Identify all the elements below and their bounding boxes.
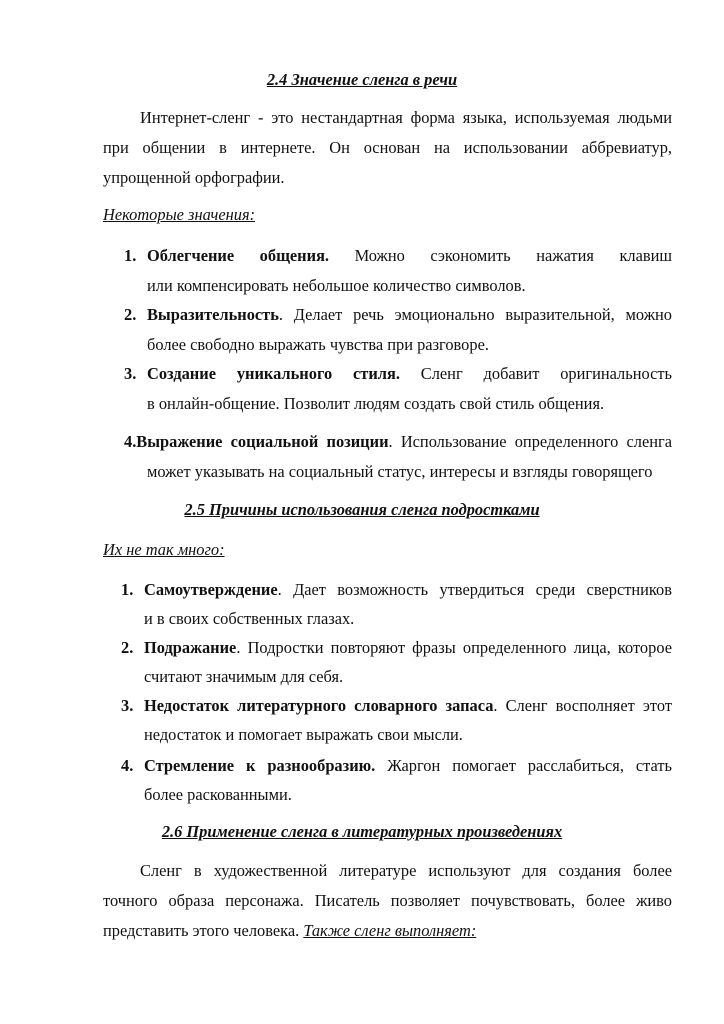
item-desc: Жаргон помогает расслабиться, стать [375, 756, 672, 775]
item-term: Создание уникального стиля. [147, 364, 400, 383]
item-desc: . Использование определенного сленга [388, 432, 672, 451]
item-number: 3. [124, 364, 137, 383]
item-line-1 [147, 305, 672, 325]
item-term: Выразительность [147, 305, 279, 324]
item-desc: Сленг добавит оригинальность [399, 364, 672, 383]
body-line-2: точного образа персонажа. Писатель позволяет почувствовать, более живо [103, 891, 672, 910]
item-term: Выражение социальной позиции [136, 432, 389, 451]
item-line-2: более раскованными. [144, 785, 292, 804]
item-term: Облегчение общения. [147, 246, 330, 265]
item-number: 1. [121, 580, 134, 599]
list-label-meanings: Некоторые значения: [103, 205, 256, 224]
item-line-1 [144, 638, 672, 658]
item-line-2: считают значимым для себя. [144, 667, 344, 686]
item-line-2: или компенсировать небольшое количество символов. [147, 276, 526, 295]
item-number: 4. [121, 756, 134, 775]
list-label-reasons: Их не так много: [103, 540, 225, 559]
item-term: Самоутверждение [144, 580, 278, 599]
intro-line-1: Интернет-сленг - это нестандартная форма языка, используемая людьми [140, 108, 672, 127]
item-line-1 [144, 756, 672, 776]
item-line-1 [144, 696, 672, 716]
item-desc: . Сленг восполняет этот [493, 696, 672, 715]
item-desc: Можно сэкономить нажатия клавиш [329, 246, 672, 265]
item-line-1 [124, 432, 672, 452]
section-2-5-heading: 2.5 Причины использования сленга подростками [184, 500, 540, 519]
body-line-3-underlined: Также сленг выполняет: [303, 921, 477, 940]
item-number: 2. [121, 638, 134, 657]
body-line-3-text: представить этого человека. [103, 921, 304, 940]
item-term: Подражание [144, 638, 237, 657]
item-desc: . Дает возможность утвердиться среди сверстников [277, 580, 672, 599]
item-line-1 [144, 580, 672, 600]
item-number: 3. [121, 696, 134, 715]
item-line-1 [147, 246, 672, 266]
section-2-4-heading: 2.4 Значение сленга в речи [266, 70, 458, 89]
item-line-2: может указывать на социальный статус, интересы и взгляды говорящего [147, 462, 653, 481]
item-desc: . Делает речь эмоционально выразительной, можно [278, 305, 672, 324]
item-line-2: более свободно выражать чувства при разговоре. [147, 335, 489, 354]
intro-line-2: при общении в интернете. Он основан на использовании аббревиатур, [103, 138, 672, 157]
item-term: Недостаток литературного словарного запаса [144, 696, 494, 715]
item-line-2: и в своих собственных глазах. [144, 609, 355, 628]
item-desc: . Подростки повторяют фразы определенного лица, которое [236, 638, 672, 657]
item-line-2: в онлайн-общение. Позволит людям создать свой стиль общения. [147, 394, 605, 413]
item-number: 2. [124, 305, 137, 324]
body-line-3 [103, 921, 476, 941]
intro-line-3: упрощенной орфографии. [103, 168, 285, 187]
item-line-1 [147, 364, 672, 384]
item-number: 1. [124, 246, 137, 265]
body-line-1: Сленг в художественной литературе используют для создания более [140, 861, 672, 880]
item-line-2: недостаток и помогает выражать свои мысли. [144, 725, 463, 744]
item-number: 4. [124, 432, 137, 451]
item-term: Стремление к разнообразию. [144, 756, 376, 775]
section-2-6-heading: 2.6 Применение сленга в литературных произведениях [161, 822, 563, 841]
